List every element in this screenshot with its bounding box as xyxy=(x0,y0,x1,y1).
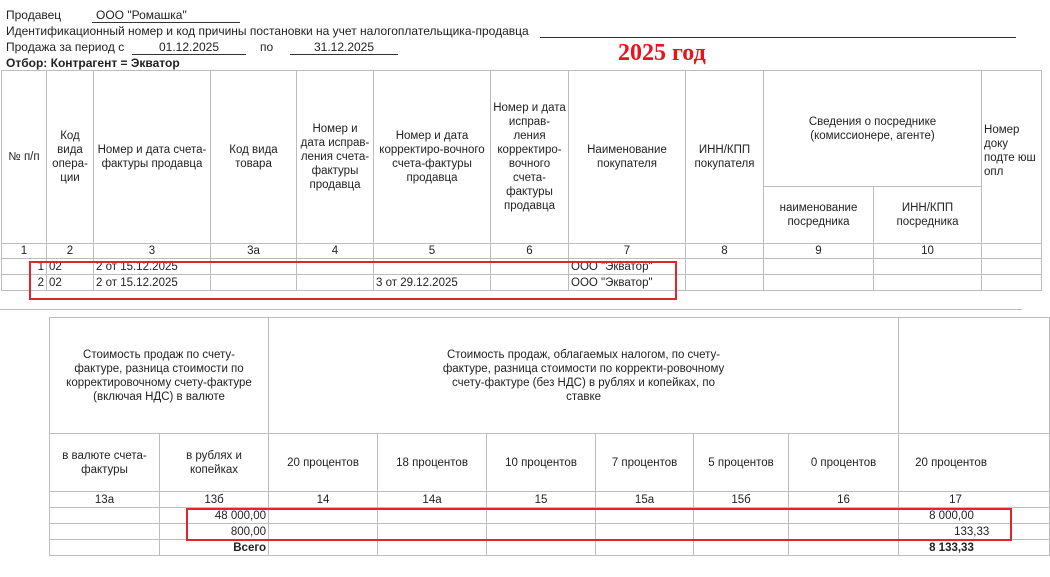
col-header-buyer: Наименование покупателя xyxy=(569,71,686,244)
col-header-rubles: в рублях и копейках xyxy=(160,434,269,492)
row-agent-inn xyxy=(874,259,982,275)
col-number: 8 xyxy=(686,244,764,259)
col-number: 6 xyxy=(491,244,569,259)
col-number: 10 xyxy=(874,244,982,259)
row-vat-20: 133,33 xyxy=(899,524,1050,540)
col-header-20: 20 процентов xyxy=(269,434,378,492)
col-number: 4 xyxy=(297,244,374,259)
row-buyer: ООО "Экватор" xyxy=(569,259,686,275)
seller-value: ООО "Ромашка" xyxy=(96,8,187,22)
col-number: 14а xyxy=(378,492,487,508)
col-header-payment-doc: Номер доку подте юш опл xyxy=(982,71,1042,244)
col-number: 3а xyxy=(211,244,297,259)
row-op: 02 xyxy=(47,275,94,291)
col-number: 5 xyxy=(374,244,491,259)
col-number: 13б xyxy=(160,492,269,508)
period-to: 31.12.2025 xyxy=(290,40,398,55)
col-number: 17 xyxy=(899,492,1050,508)
row-invoice: 2 от 15.12.2025 xyxy=(94,259,211,275)
total-row xyxy=(50,540,1050,556)
section-divider xyxy=(0,309,1022,310)
col-header-agent-name: наименование посредника xyxy=(764,187,874,244)
row-payment-doc xyxy=(982,259,1042,275)
col-number: 3 xyxy=(94,244,211,259)
col-header-18: 18 процентов xyxy=(378,434,487,492)
year-annotation: 2025 год xyxy=(618,40,706,66)
total-20 xyxy=(269,540,378,556)
period-to-label: по xyxy=(260,40,274,54)
total-10 xyxy=(487,540,596,556)
col-numbers-row xyxy=(2,244,1042,259)
total-18 xyxy=(378,540,487,556)
col-number: 13а xyxy=(50,492,160,508)
row-buyer-inn xyxy=(686,259,764,275)
sales-book-table xyxy=(1,70,1042,291)
row-currency xyxy=(50,524,160,540)
col-header-0: 0 процентов xyxy=(789,434,899,492)
col-header-agent-inn: ИНН/КПП посредника xyxy=(874,187,982,244)
col-header-invoice: Номер и дата счета-фактуры продавца xyxy=(94,71,211,244)
row-num: 1 xyxy=(2,259,47,275)
col-number: 15 xyxy=(487,492,596,508)
col-header-corr-fix: Номер и дата исправ-ления корректиро-вочного счета-фактуры продавца xyxy=(491,71,569,244)
col-header-10: 10 процентов xyxy=(487,434,596,492)
col-header-corr-invoice: Номер и дата корректиро-вочного счета-фактуры продавца xyxy=(374,71,491,244)
row-currency xyxy=(50,508,160,524)
col-header-num: № п/п xyxy=(2,71,47,244)
col-header-vat-20: 20 процентов xyxy=(899,434,1050,492)
row-payment-doc xyxy=(982,275,1042,291)
row-num: 2 xyxy=(2,275,47,291)
col-number: 7 xyxy=(569,244,686,259)
col-number xyxy=(982,244,1042,259)
row-buyer-inn xyxy=(686,275,764,291)
row-vat-20: 8 000,00 xyxy=(899,508,1050,524)
period-from: 01.12.2025 xyxy=(132,40,246,55)
row-rubles: 800,00 xyxy=(160,524,269,540)
total-currency xyxy=(50,540,160,556)
seller-label: Продавец xyxy=(6,8,62,22)
col-number: 14 xyxy=(269,492,378,508)
filter-label: Отбор: Контрагент = Экватор xyxy=(6,56,180,70)
col-header-vat-group xyxy=(899,318,1050,434)
col-number: 16 xyxy=(789,492,899,508)
period-label: Продажа за период с xyxy=(6,40,125,54)
col-header-taxed-group: Стоимость продаж, облагаемых налогом, по счету-фактуре, разница стоимости по корректи-ровочному счету-фактуре (без НДС) в рублях и копейках, по ставке xyxy=(269,318,899,434)
col-header-agent-group: Сведения о посреднике (комиссионере, агенте) xyxy=(764,71,982,187)
col-header-currency: в валюте счета-фактуры xyxy=(50,434,160,492)
seller-underline xyxy=(92,22,240,23)
col-number: 15б xyxy=(694,492,789,508)
row-rubles: 48 000,00 xyxy=(160,508,269,524)
col-header-5: 5 процентов xyxy=(694,434,789,492)
row-op: 02 xyxy=(47,259,94,275)
col-header-op-code: Код вида опера-ции xyxy=(47,71,94,244)
col-number: 9 xyxy=(764,244,874,259)
row-buyer: ООО "Экватор" xyxy=(569,275,686,291)
row-agent-name xyxy=(764,259,874,275)
total-5 xyxy=(694,540,789,556)
col-numbers-row xyxy=(50,492,1050,508)
highlight-bottom-rows xyxy=(186,508,1012,541)
row-agent-name xyxy=(764,275,874,291)
col-number: 1 xyxy=(2,244,47,259)
col-number: 2 xyxy=(47,244,94,259)
total-0 xyxy=(789,540,899,556)
col-header-goods-code: Код вида товара xyxy=(211,71,297,244)
total-vat-20: 8 133,33 xyxy=(899,540,1050,556)
col-number: 15а xyxy=(596,492,694,508)
total-label: Всего xyxy=(160,540,269,556)
row-invoice: 2 от 15.12.2025 xyxy=(94,275,211,291)
inn-label: Идентификационный номер и код причины постановки на учет налогоплательщика-продавца xyxy=(6,24,529,38)
inn-underline xyxy=(540,37,1016,38)
row-agent-inn xyxy=(874,275,982,291)
total-7 xyxy=(596,540,694,556)
highlight-top-rows xyxy=(29,261,677,300)
col-header-cost-group: Стоимость продаж по счету-фактуре, разница стоимости по корректировочному счету-фактуре (включая НДС) в валюте xyxy=(50,318,269,434)
col-header-buyer-inn: ИНН/КПП покупателя xyxy=(686,71,764,244)
col-header-7: 7 процентов xyxy=(596,434,694,492)
row-corr: 3 от 29.12.2025 xyxy=(374,275,491,291)
col-header-fix: Номер и дата исправ-ления счета-фактуры продавца xyxy=(297,71,374,244)
